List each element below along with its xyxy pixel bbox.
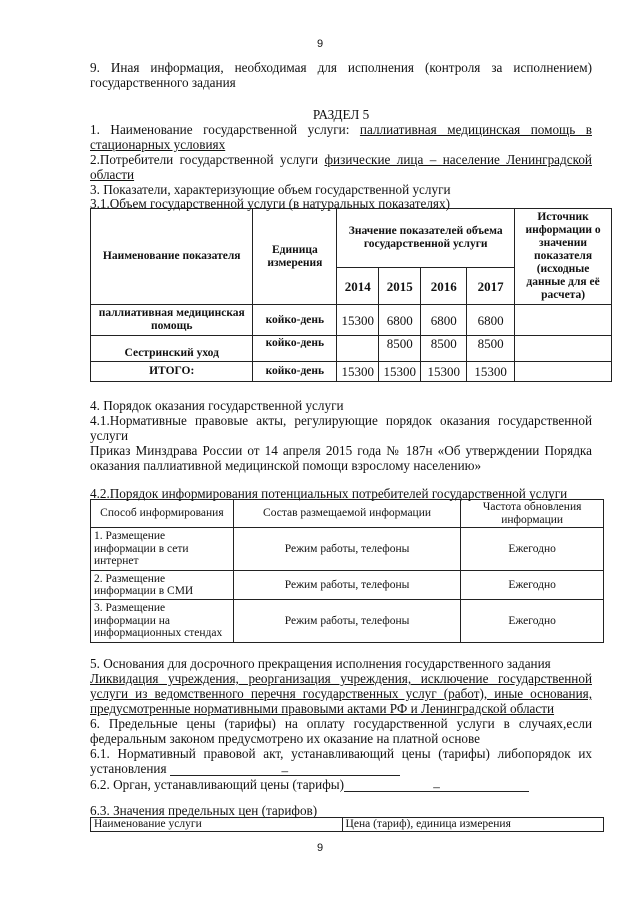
service-name-value: паллиативная медицинская помощь в стационарных условиях [90,122,592,152]
termination-text-value: Ликвидация учреждения, реорганизация учреждения, исключение государственной услуги из ведомственного перечня государственных услуг (работ), иные основания, предусмотренные нормативными правовыми актами РФ и Ленинградской области [90,671,592,716]
row-method: 1. Размещение информации в сети интернет [91,528,234,571]
col-header-content: Состав размещаемой информации [233,500,460,528]
table-row [91,528,604,571]
table-row [91,600,604,643]
price-act-label: 6.1. Нормативный правовой акт, устанавливающий цены (тарифы) либопорядок их установления [90,746,592,776]
col-header-price: Цена (тариф), единица измерения [342,818,603,832]
legal-acts-text: Приказ Минздрава России от 14 апреля 2015 года № 187н «Об утверждении Порядка оказания паллиативной медицинской помощи взрослому населению» [90,443,592,473]
row-value: 6800 [379,305,421,336]
row-unit: койко-день [253,362,337,382]
col-header-service: Наименование услуги [91,818,343,832]
service-name-prefix: 1. Наименование государственной услуги: [90,122,360,137]
price-values-heading: 6.3. Значения предельных цен (тарифов) [90,803,318,818]
row-value: 15300 [421,362,467,382]
row-source [515,305,612,336]
informing-table [90,499,604,643]
consumers-line [90,152,592,182]
row-value: 8500 [379,336,421,362]
price-values-table [90,817,604,832]
col-header-method: Способ информирования [91,500,234,528]
row-name: паллиативная медицинская помощь [91,305,253,336]
row-value: 8500 [421,336,467,362]
row-frequency: Ежегодно [461,528,604,571]
termination-heading: 5. Основания для досрочного прекращения исполнения государственного задания [90,656,551,671]
row-value: 15300 [337,362,379,382]
informing-heading: 4.2.Порядок информирования потенциальных потребителей государственной услуги [90,486,568,501]
row-source [515,362,612,382]
termination-text [90,671,592,716]
section-title: РАЗДЕЛ 5 [312,107,370,122]
procedure-heading: 4. Порядок оказания государственной услуги [90,398,344,413]
row-source [515,336,612,362]
legal-acts-heading: 4.1.Нормативные правовые акты, регулирующие порядок оказания государственной услуги [90,413,592,443]
row-content: Режим работы, телефоны [233,600,460,643]
row-value: 15300 [337,305,379,336]
consumers-value: физические лица – население Ленинградской области [90,152,592,182]
page-number-bottom: 9 [316,842,324,854]
service-name-line [90,122,592,152]
price-body-blank: – [344,779,529,792]
table-row [91,571,604,600]
price-act-line [90,746,592,776]
row-name: ИТОГО: [91,362,253,382]
col-header-name: Наименование показателя [91,209,253,305]
year-2016: 2016 [421,268,467,305]
table-row-total [91,362,612,382]
price-act-blank: – [170,763,400,776]
row-frequency: Ежегодно [461,571,604,600]
year-2015: 2015 [379,268,421,305]
row-name: Сестринский уход [91,336,253,362]
row-value: 6800 [467,305,515,336]
row-content: Режим работы, телефоны [233,528,460,571]
row-method: 3. Размещение информации на информационных стендах [91,600,234,643]
col-header-unit: Единица измерения [253,209,337,305]
table-row [91,305,612,336]
page-number-top: 9 [316,38,324,50]
row-unit: койко-день [253,305,337,336]
row-value [337,336,379,362]
row-unit: койко-день [253,336,337,362]
row-value: 15300 [467,362,515,382]
price-body-label: 6.2. Орган, устанавливающий цены (тарифы) [90,777,345,792]
row-content: Режим работы, телефоны [233,571,460,600]
price-body-line [90,777,592,792]
volume-heading: 3.1.Объем государственной услуги (в натуральных показателях) [90,196,450,211]
year-2017: 2017 [467,268,515,305]
row-value: 15300 [379,362,421,382]
col-header-values: Значение показателей объема государственной услуги [337,209,515,268]
col-header-source: Источник информации о значении показателя (исходные данные для её расчета) [515,209,612,305]
row-method: 2. Размещение информации в СМИ [91,571,234,600]
volume-table [90,208,612,382]
year-2014: 2014 [337,268,379,305]
consumers-prefix: 2.Потребители государственной услуги [90,152,325,167]
indicators-heading: 3. Показатели, характеризующие объем государственной услуги [90,182,451,197]
row-value: 6800 [421,305,467,336]
row-value: 8500 [467,336,515,362]
item-9-text: 9. Иная информация, необходимая для исполнения (контроля за исполнением) государственного задания [90,60,592,90]
col-header-frequency: Частота обновления информации [461,500,604,528]
table-row [91,336,612,362]
prices-heading: 6. Предельные цены (тарифы) на оплату государственной услуги в случаях,если федеральным законом предусмотрено их оказание на платной основе [90,716,592,746]
row-frequency: Ежегодно [461,600,604,643]
